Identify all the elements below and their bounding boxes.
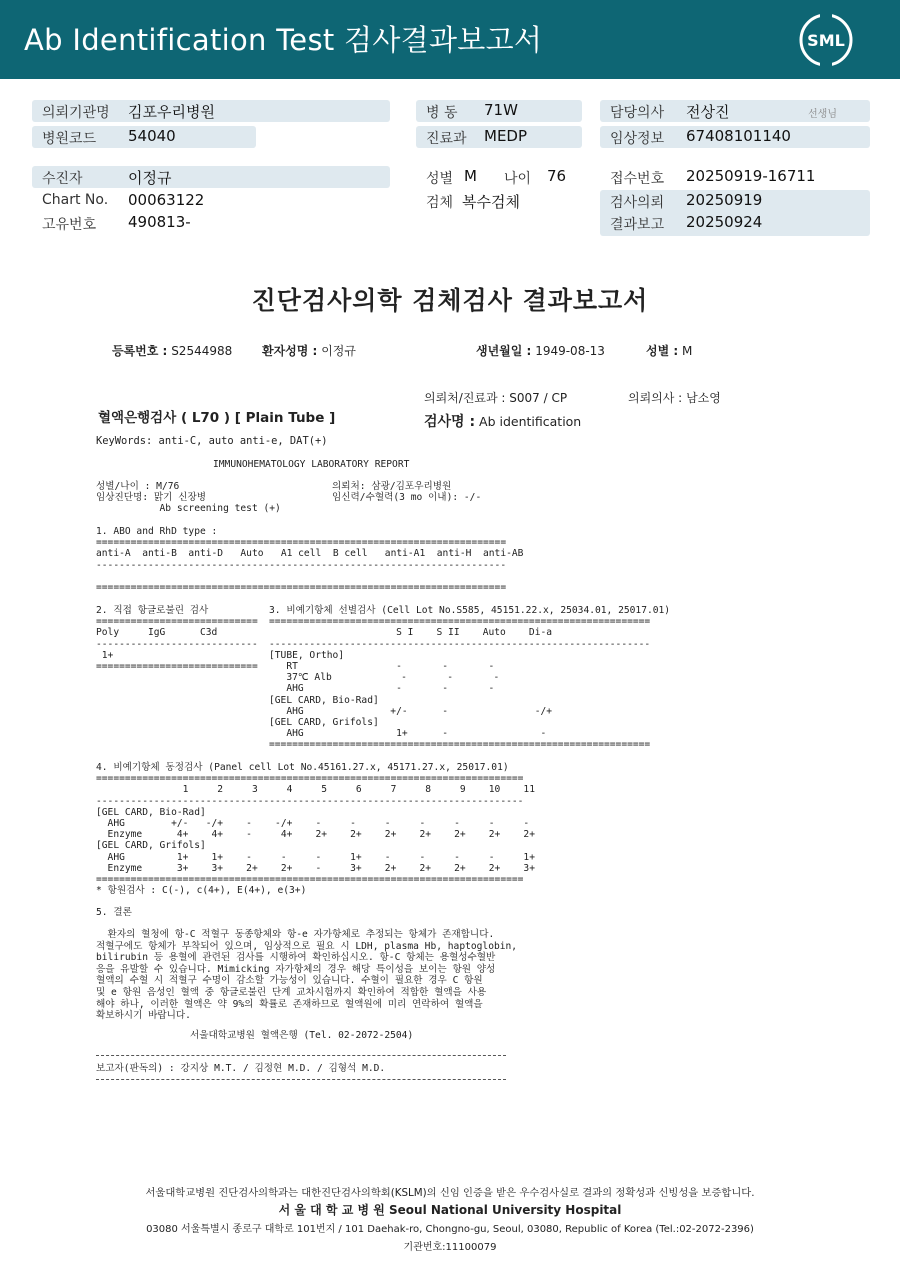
receipt-no-label: 접수번호 — [610, 171, 665, 187]
lab-report-heading: IMMUNOHEMATOLOGY LABORATORY REPORT — [213, 459, 410, 470]
ward-label: 병 동 — [426, 105, 458, 121]
test-name-value: Ab identification — [479, 414, 582, 429]
unique-id-field — [32, 212, 390, 234]
test-name-label: 검사명 : — [424, 414, 476, 430]
request-date-value: 20250919 — [686, 191, 763, 209]
section-title: 혈액은행검사 ( L70 ) [ Plain Tube ] — [98, 410, 336, 426]
dept-label: 진료과 — [426, 131, 467, 147]
footer-hospital-name: 서 울 대 학 교 병 원 Seoul National University Hospital — [278, 1203, 622, 1217]
sex-value: M — [464, 167, 477, 185]
logo-text: SML — [807, 31, 845, 50]
document-title: 진단검사의학 검체검사 결과보고서 — [251, 286, 649, 315]
patient-name-info-value: 이정규 — [321, 344, 356, 358]
report-title: Ab Identification Test 검사결과보고서 — [24, 23, 543, 57]
specimen-field — [416, 190, 596, 212]
dept-field — [416, 126, 582, 148]
hospital-label: 의뢰기관명 — [42, 105, 110, 121]
conclusion-text: 환자의 혈청에 항-C 적혈구 동종항체와 항-e 자가항체로 추정되는 항체가 존재합니다. 적혈구에도 항체가 부착되어 있으며, 임상적으로 필요 시 LDH, plasma Hb, haptoglobin, bilirubin 등 용혈에 관련된 검사를 시행하여 확인하십시오. 항-C 항체는 용혈성수혈반 응을 유발할 수 있습니다. Mimicking 자가항체의 경우 해당 특이성을 보이는 항원 양성 혈액의 수혈 시 적혈구 수명이 감소할 가능성이 있습니다. 수혈이 필요한 경우 C 항원 및 e 항원 음성인 혈액 중 항글로불린 단계 교차시험까지 확인하여 적합한 혈액을 사용 해야 하나, 이러한 혈액은 약 9%의 확률로 존재하므로 혈액원에 미리 연락하여 혈액을 확보하시기 바랍니다. — [96, 929, 518, 1022]
dat-section: 2. 직접 항글로불린 검사 ============================ Poly IgG C3d ---------------------------- 1+ ============================ — [96, 605, 258, 673]
hospital-value: 김포우리병원 — [128, 103, 215, 121]
sex-info — [646, 342, 692, 359]
hospital-code-field — [32, 126, 256, 148]
chart-no-field — [32, 190, 390, 212]
reporter-top-divider — [96, 1055, 506, 1056]
footer-institution-number: 기관번호:11100079 — [403, 1242, 497, 1253]
conclusion-heading: 5. 결론 — [96, 907, 132, 918]
dob-info — [476, 342, 605, 359]
ward-value: 71W — [484, 101, 518, 119]
dob-value: 1949-08-13 — [535, 344, 605, 358]
hospital-code-value: 54040 — [128, 127, 176, 145]
request-date-label: 검사의뢰 — [610, 195, 665, 211]
receipt-no-field — [600, 166, 870, 188]
requester-dept-value: S007 / CP — [509, 391, 568, 405]
clinical-info-block: 성별/나이 : M/76 임상진단명: 맑기 신장병 Ab screening test (+) — [96, 481, 281, 515]
specimen-value: 복수검체 — [462, 193, 520, 211]
unique-id-label: 고유번호 — [42, 217, 97, 233]
requester-dept-info — [424, 389, 567, 406]
age-label: 나이 — [504, 171, 532, 187]
reporter-line: 보고자(판독의) : 강지상 M.T. / 김정현 M.D. / 김형석 M.D. — [96, 1063, 386, 1074]
receipt-no-value: 20250919-16711 — [686, 167, 816, 185]
hospital-field — [32, 100, 390, 122]
doctor-suffix: 선생님 — [808, 109, 837, 120]
patient-name-label: 수진자 — [42, 171, 83, 187]
sex-age-field — [416, 166, 596, 188]
hospital-code-label: 병원코드 — [42, 131, 97, 147]
report-date-label: 결과보고 — [610, 217, 665, 233]
dob-label: 생년월일 : — [476, 344, 532, 358]
reporter-bottom-divider — [96, 1079, 506, 1080]
ward-field — [416, 100, 582, 122]
doctor-label: 담당의사 — [610, 105, 665, 121]
report-date-field — [600, 212, 870, 236]
specimen-label: 검체 — [426, 195, 454, 211]
report-header — [0, 0, 900, 79]
registration-value: S2544988 — [171, 344, 233, 358]
footer-address: 03080 서울특별시 종로구 대학로 101번지 / 101 Daehak-ro, Chongno-gu, Seoul, 03080, Republic of Korea (Tel.:02-2072-2396) — [146, 1224, 754, 1235]
patient-name-field — [32, 166, 390, 188]
request-date-field — [600, 190, 870, 212]
report-date-value: 20250924 — [686, 213, 763, 231]
sex-info-value: M — [682, 344, 693, 358]
dept-value: MEDP — [484, 127, 528, 145]
patient-name-info — [262, 342, 356, 359]
test-name-info — [424, 411, 581, 431]
clinical-info-label: 임상정보 — [610, 131, 665, 147]
blood-bank-contact: 서울대학교병원 혈액은행 (Tel. 02-2072-2504) — [190, 1030, 414, 1041]
abo-rhd-section: 1. ABO and RhD type : ======================================================================= anti-A anti-B anti-D Auto A1 cell B cell anti-A1 anti-H anti-AB ----------------------------------------------------------------------- ======================================================================= — [96, 526, 524, 594]
requester-info-block: 의뢰처: 삼광/김포우리병원 임신력/수혈력(3 mo 이내): -/- — [332, 481, 482, 504]
patient-name-value: 이정규 — [128, 169, 172, 187]
requesting-doctor-info — [628, 389, 721, 406]
requesting-doctor-value: 남소영 — [686, 391, 721, 405]
unique-id-value: 490813- — [128, 213, 191, 231]
requesting-doctor-label: 의뢰의사 : — [628, 391, 683, 405]
antibody-panel-section: 4. 비예기항체 동정검사 (Panel cell Lot No.45161.27.x, 45171.27.x, 25017.01) ========================================================================== 1 2 3 4 5 6 7 8 9 10 11 -------------------------------------------------------------------------- [GEL CARD, Bio-Rad] AHG +/- -/+ - -/+ - - - - - - - Enzyme 4+ 4+ - 4+ 2+ 2+ 2+ 2+ 2+ 2+ 2+ [GEL CARD, Grifols] AHG 1+ 1+ - - - 1+ - - - - 1+ Enzyme 3+ 3+ 2+ 2+ - 3+ 2+ 2+ 2+ 2+ 3+ ========================================================================== * 항원검사 : C(-), c(4+), E(4+), e(3+) — [96, 762, 535, 897]
registration-info — [112, 342, 232, 359]
requester-dept-label: 의뢰처/진료과 : — [424, 391, 506, 405]
registration-label: 등록번호 : — [112, 344, 168, 358]
age-value: 76 — [547, 167, 567, 185]
chart-no-value: 00063122 — [128, 191, 205, 209]
keywords: KeyWords: anti-C, auto anti-e, DAT(+) — [96, 435, 328, 447]
doctor-field — [600, 100, 870, 122]
chart-no-label: Chart No. — [42, 192, 109, 208]
doctor-value: 전상진 — [686, 103, 730, 121]
sml-logo-icon — [798, 12, 854, 68]
sex-info-label: 성별 : — [646, 344, 679, 358]
antibody-screen-section: 3. 비예기항체 선별검사 (Cell Lot No.S585, 45151.22.x, 25034.01, 25017.01) ================================================================== S I S II Auto Di-a ------------------------------------------------------------------ [TUBE, Ortho] RT - - - 37℃ Alb - - - AHG - - - [GEL CARD, Bio-Rad] AHG +/- - -/+ [GEL CARD, Grifols] AHG 1+ - - ================================================================== — [269, 605, 671, 751]
sex-label: 성별 — [426, 171, 454, 187]
patient-name-info-label: 환자성명 : — [262, 344, 318, 358]
clinical-info-field — [600, 126, 870, 148]
footer-certification: 서울대학교병원 진단검사의학과는 대한진단검사의학회(KSLM)의 신임 인증을 받은 우수검사실로 결과의 정확성과 신빙성을 보증합니다. — [145, 1187, 755, 1199]
clinical-info-value: 67408101140 — [686, 127, 791, 145]
